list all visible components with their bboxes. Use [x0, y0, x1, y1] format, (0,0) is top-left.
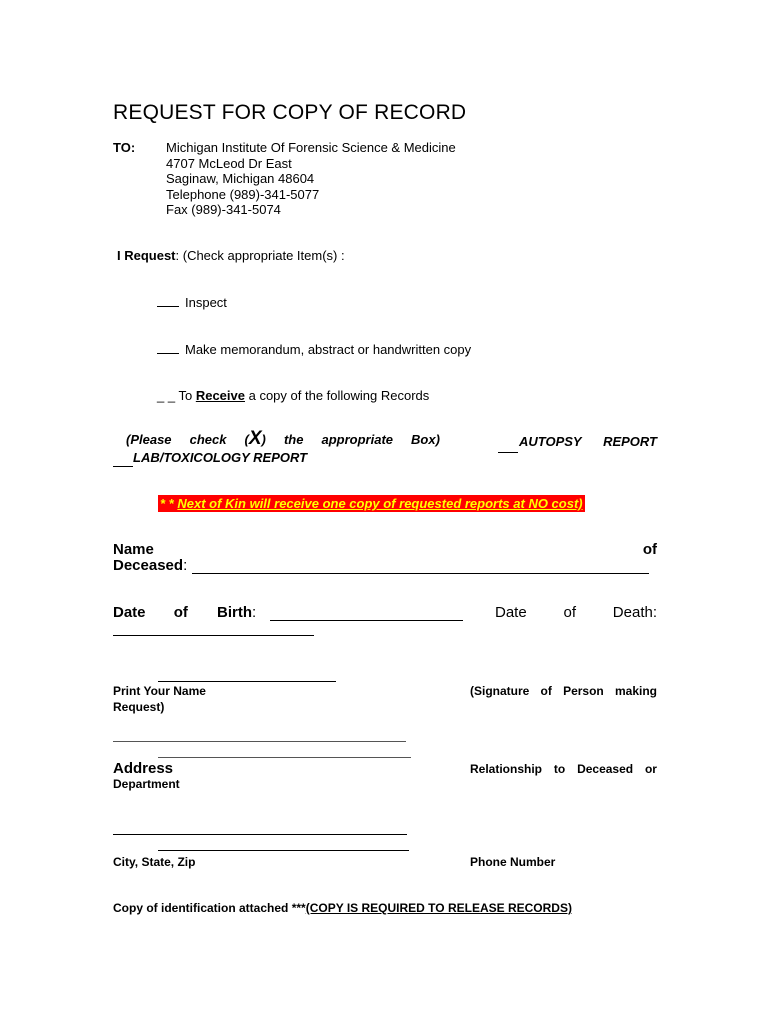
address-label: Address	[113, 760, 174, 777]
check-word-please: (Please	[126, 432, 172, 447]
name-of-word: of	[642, 541, 657, 558]
relationship-field[interactable]	[158, 757, 411, 758]
check-instruction	[126, 428, 440, 450]
print-name-label: Print Your Name	[113, 684, 206, 698]
option-receive-word: Receive	[195, 388, 245, 403]
request-text: : (Check appropriate Item(s) :	[175, 248, 345, 263]
deceased-name-field[interactable]	[192, 573, 649, 574]
relationship-label: Relationship to Deceased or	[470, 762, 657, 776]
address-line-institute: Michigan Institute Of Forensic Science & Medicine	[166, 140, 456, 155]
option-memorandum-blank[interactable]	[157, 343, 179, 354]
date-of-death-label	[495, 604, 657, 621]
deceased-label: Deceased:	[113, 557, 188, 574]
city-state-zip-label: City, State, Zip	[113, 855, 196, 869]
check-word-box: Box)	[411, 432, 440, 447]
copy-id-statement	[113, 901, 572, 915]
dob-date-word: Date	[113, 604, 146, 621]
dod-of-word: of	[563, 604, 576, 621]
address-line-fax: Fax (989)-341-5074	[166, 202, 281, 217]
check-word-appropriate: appropriate	[321, 432, 393, 447]
option-receive-suffix: a copy of the following Records	[248, 388, 430, 403]
date-of-death-field[interactable]	[113, 635, 314, 636]
check-word-check: check	[189, 432, 227, 447]
autopsy-label: AUTOPSY	[519, 434, 582, 449]
notice-prefix: * *	[160, 496, 174, 511]
lab-report-label: LAB/TOXICOLOGY REPORT	[133, 450, 308, 465]
page-title: REQUEST FOR COPY OF RECORD	[113, 101, 467, 124]
option-memorandum[interactable]	[157, 342, 471, 357]
option-memorandum-label: Make memorandum, abstract or handwritten copy	[185, 342, 472, 357]
request-instruction	[117, 248, 345, 263]
request-word: Request)	[113, 700, 165, 714]
option-receive[interactable]	[157, 388, 429, 403]
date-of-birth-label: Date of Birth:	[113, 604, 257, 621]
option-inspect-label: Inspect	[185, 295, 227, 310]
dob-of-word: of	[173, 604, 188, 621]
request-label: I Request	[117, 248, 176, 263]
option-receive-blank[interactable]: _ _	[157, 388, 176, 403]
next-of-kin-notice	[158, 495, 585, 512]
phone-number-field[interactable]	[158, 850, 409, 851]
city-state-zip-field[interactable]	[113, 834, 407, 835]
copy-id-stars: ***	[291, 901, 306, 915]
phone-number-label: Phone Number	[470, 855, 556, 869]
print-name-field[interactable]	[158, 681, 336, 682]
check-word-the: the	[283, 432, 304, 447]
dod-date-word: Date	[495, 604, 527, 621]
option-receive-prefix: To	[178, 388, 193, 403]
department-label: Department	[113, 777, 180, 791]
dod-death-word: Death:	[612, 604, 657, 621]
option-inspect[interactable]	[157, 295, 227, 310]
address-line-street: 4707 McLeod Dr East	[166, 155, 292, 171]
check-x-mark: (X)	[244, 428, 266, 449]
address-line-city: Saginaw, Michigan 48604	[166, 171, 315, 186]
autopsy-report-option	[519, 434, 657, 449]
address-line-telephone: Telephone (989)-341-5077	[166, 186, 320, 202]
autopsy-blank[interactable]	[498, 452, 518, 453]
lab-blank[interactable]	[113, 466, 133, 467]
option-inspect-blank[interactable]	[157, 296, 179, 307]
name-of-deceased-row	[113, 541, 657, 558]
to-label: TO:	[113, 140, 136, 155]
date-of-birth-field[interactable]	[270, 620, 463, 621]
copy-id-label: Copy of identification attached	[113, 901, 289, 915]
address-field[interactable]	[113, 741, 406, 742]
autopsy-report-label: REPORT	[603, 434, 657, 449]
dob-birth-word: Birth	[217, 604, 253, 621]
copy-required-label: (COPY IS REQUIRED TO RELEASE RECORDS)	[305, 901, 572, 915]
signature-label: (Signature of Person making	[470, 684, 657, 698]
name-word: Name	[113, 541, 154, 558]
notice-text: Next of Kin will receive one copy of requested reports at NO cost)	[177, 496, 583, 511]
